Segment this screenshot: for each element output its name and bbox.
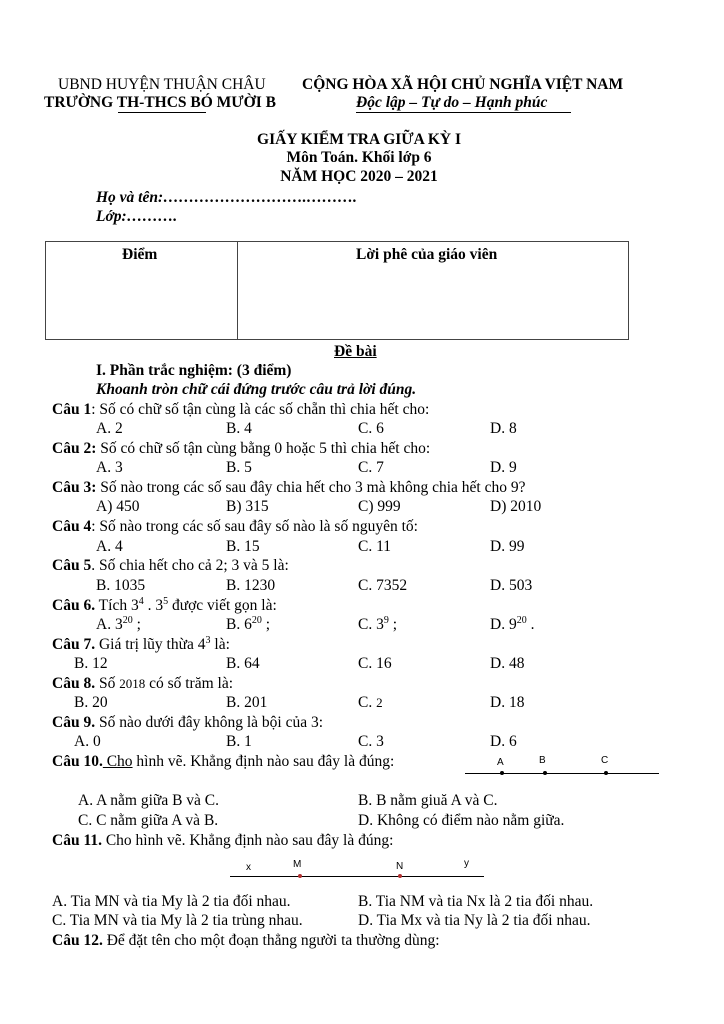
label-a: A [497,757,504,768]
q9-option-a[interactable]: A. 0 [74,733,101,750]
question-label: Câu 7. [52,636,96,653]
q3-option-b[interactable]: B) 315 [226,498,269,515]
q1-option-c[interactable]: C. 6 [358,420,384,437]
q7-option-b[interactable]: B. 64 [226,655,260,672]
question-label: Câu 11. [52,832,102,849]
q2-option-a[interactable]: A. 3 [96,459,123,476]
option-number: 2 [376,695,383,710]
q7-option-d[interactable]: D. 48 [490,655,525,672]
question-6 [52,597,277,615]
q5-option-b[interactable]: B. 1230 [226,577,276,594]
question-2 [52,440,430,458]
question-12 [52,932,440,950]
title-line3: NĂM HỌC 2020 – 2021 [280,168,438,185]
score-table-divider [237,242,238,339]
q2-option-d[interactable]: D. 9 [490,459,517,476]
header-left-underline [118,112,206,113]
header-right-line2: Độc lập – Tự do – Hạnh phúc [356,94,548,111]
q6-option-a[interactable] [96,616,141,634]
q11-option-b[interactable]: B. Tia NM và tia Nx là 2 tia đối nhau. [358,893,594,910]
score-table [45,241,629,340]
question-label: Câu 8. [52,675,96,692]
q2-option-b[interactable]: B. 5 [226,459,252,476]
point-m [298,874,302,878]
q10-option-a[interactable]: A. A nằm giữa B và C. [78,792,220,809]
option-text: D. 9 [490,616,517,633]
title-line2: Môn Toán. Khối lớp 6 [286,149,432,166]
question-label: Câu 6. [52,597,96,614]
header-right-line1: CỘNG HÒA XÃ HỘI CHỦ NGHĨA VIỆT NAM [302,76,624,93]
q9-option-b[interactable]: B. 1 [226,733,252,750]
question-text: có số trăm là: [145,675,234,692]
q4-option-c[interactable]: C. 11 [358,538,392,555]
option-text: C. 3 [358,616,384,633]
teacher-comment-header: Lời phê của giáo viên [356,246,498,263]
option-text: B. 6 [226,616,252,633]
q8-option-b[interactable]: B. 201 [226,694,268,711]
q11-option-d[interactable]: D. Tia Mx và tia Ny là 2 tia đối nhau. [358,912,591,929]
number-2018: 2018 [119,676,146,691]
question-text: được viết gọn là: [168,597,277,614]
exponent: 20 [122,615,133,626]
exponent: 5 [163,596,169,607]
q11-option-a[interactable]: A. Tia MN và tia My là 2 tia đối nhau. [52,893,291,910]
q11-option-c[interactable]: C. Tia MN và tia My là 2 tia trùng nhau. [52,912,303,929]
question-label: Câu 4 [52,518,92,535]
q10-figure [465,752,660,778]
q5-option-a[interactable]: B. 1035 [96,577,146,594]
question-text: Số nào dưới đây không là bội của 3: [95,714,324,731]
q4-option-b[interactable]: B. 15 [226,538,260,555]
question-4 [52,518,418,536]
question-text: Giá trị lũy thừa 4 [95,636,206,653]
q7-option-a[interactable]: B. 12 [74,655,108,672]
q1-option-d[interactable]: D. 8 [490,420,517,437]
question-5 [52,557,289,575]
point-b [543,771,547,775]
question-text: Cho hình vẽ. Khẳng định nào sau đây là đúng: [101,832,394,849]
exponent: 4 [138,596,144,607]
question-text: : Số có chữ số tận cùng là các số chẵn thì chia hết cho: [91,401,430,418]
q10-option-d[interactable]: D. Không có điểm nào nằm giữa. [358,812,565,829]
option-text: ; [388,616,398,633]
q5-option-c[interactable]: C. 7352 [358,577,408,594]
part1-heading: I. Phần trắc nghiệm: (3 điểm) [96,362,292,379]
question-text: Số [95,675,120,692]
student-class-field[interactable]: Lớp:………. [96,208,178,225]
question-text: Số có chữ số tận cùng bằng 0 hoặc 5 thì chia hết cho: [96,440,431,457]
exponent: 20 [516,615,527,626]
q4-option-d[interactable]: D. 99 [490,538,525,555]
part1-instruction: Khoanh tròn chữ cái đứng trước câu trả lời đúng. [96,381,417,398]
q4-option-a[interactable]: A. 4 [96,538,123,555]
q2-option-c[interactable]: C. 7 [358,459,384,476]
option-text: A. 3 [96,616,123,633]
question-11 [52,832,393,850]
question-text: hình vẽ. Khẳng định nào sau đây là đúng: [132,753,395,770]
question-label: Câu 12. [52,932,103,949]
question-text: Số nào trong các số sau đây chia hết cho 3 mà không chia hết cho 9? [96,479,526,496]
student-name-field[interactable]: Họ và tên:……………………….………. [96,189,357,206]
question-text: . 3 [143,597,164,614]
header-right-underline [356,112,571,113]
exam-heading: Đề bài [334,343,377,360]
score-column-header: Điểm [122,246,158,263]
q6-option-b[interactable] [226,616,270,634]
q10-option-b[interactable]: B. B nằm giuă A và C. [358,792,498,809]
exponent: 3 [205,635,211,646]
question-7 [52,636,230,654]
label-y: y [464,858,469,869]
label-n: N [396,861,404,872]
q10-option-c[interactable]: C. C nằm giữa A và B. [78,812,219,829]
q9-option-d[interactable]: D. 6 [490,733,517,750]
q3-option-d[interactable]: D) 2010 [490,498,542,515]
question-label: Câu 5 [52,557,92,574]
header-left-line1: UBND HUYỆN THUẬN CHÂU [58,76,266,93]
q9-option-c[interactable]: C. 3 [358,733,384,750]
line-segment [465,773,659,774]
option-text: ; [261,616,271,633]
question-label: Câu 9. [52,714,96,731]
exponent: 20 [251,615,262,626]
q11-figure [230,856,485,882]
q6-option-d[interactable] [490,616,534,634]
line [230,876,484,877]
point-c [604,771,608,775]
exponent: 9 [383,615,389,626]
q1-option-a[interactable]: A. 2 [96,420,123,437]
question-text: Tích 3 [95,597,139,614]
q3-option-c[interactable]: C) 999 [358,498,401,515]
q5-option-d[interactable]: D. 503 [490,577,533,594]
question-10 [52,753,394,771]
question-label: Câu 1 [52,401,92,418]
option-text: C. [358,694,377,711]
point-n [398,874,402,878]
label-m: M [293,859,302,870]
question-label: Câu 10. [52,753,103,770]
label-x: x [246,862,251,873]
point-a [500,771,504,775]
question-text: Để đặt tên cho một đoạn thẳng người ta thường dùng: [102,932,440,949]
question-text: Cho [102,753,133,770]
label-c: C [601,755,609,766]
q8-option-a[interactable]: B. 20 [74,694,108,711]
option-text: . [526,616,535,633]
question-label: Câu 2: [52,440,97,457]
question-text: là: [210,636,230,653]
header-left-line2: TRƯỜNG TH-THCS BÓ MƯỜI B [44,94,276,111]
question-9 [52,714,323,732]
option-text: ; [132,616,141,633]
q1-option-b[interactable]: B. 4 [226,420,252,437]
question-3 [52,479,526,497]
title-line1: GIẤY KIỂM TRA GIỮA KỲ I [257,131,461,148]
q3-option-a[interactable]: A) 450 [96,498,140,515]
q8-option-c[interactable] [358,694,383,712]
question-1 [52,401,429,419]
question-text: . Số chia hết cho cả 2; 3 và 5 là: [91,557,289,574]
label-b: B [539,755,546,766]
q8-option-d[interactable]: D. 18 [490,694,525,711]
q7-option-c[interactable]: C. 16 [358,655,392,672]
question-text: : Số nào trong các số sau đây số nào là số nguyên tố: [91,518,418,535]
q6-option-c[interactable] [358,616,397,634]
question-8 [52,675,233,693]
question-label: Câu 3: [52,479,97,496]
